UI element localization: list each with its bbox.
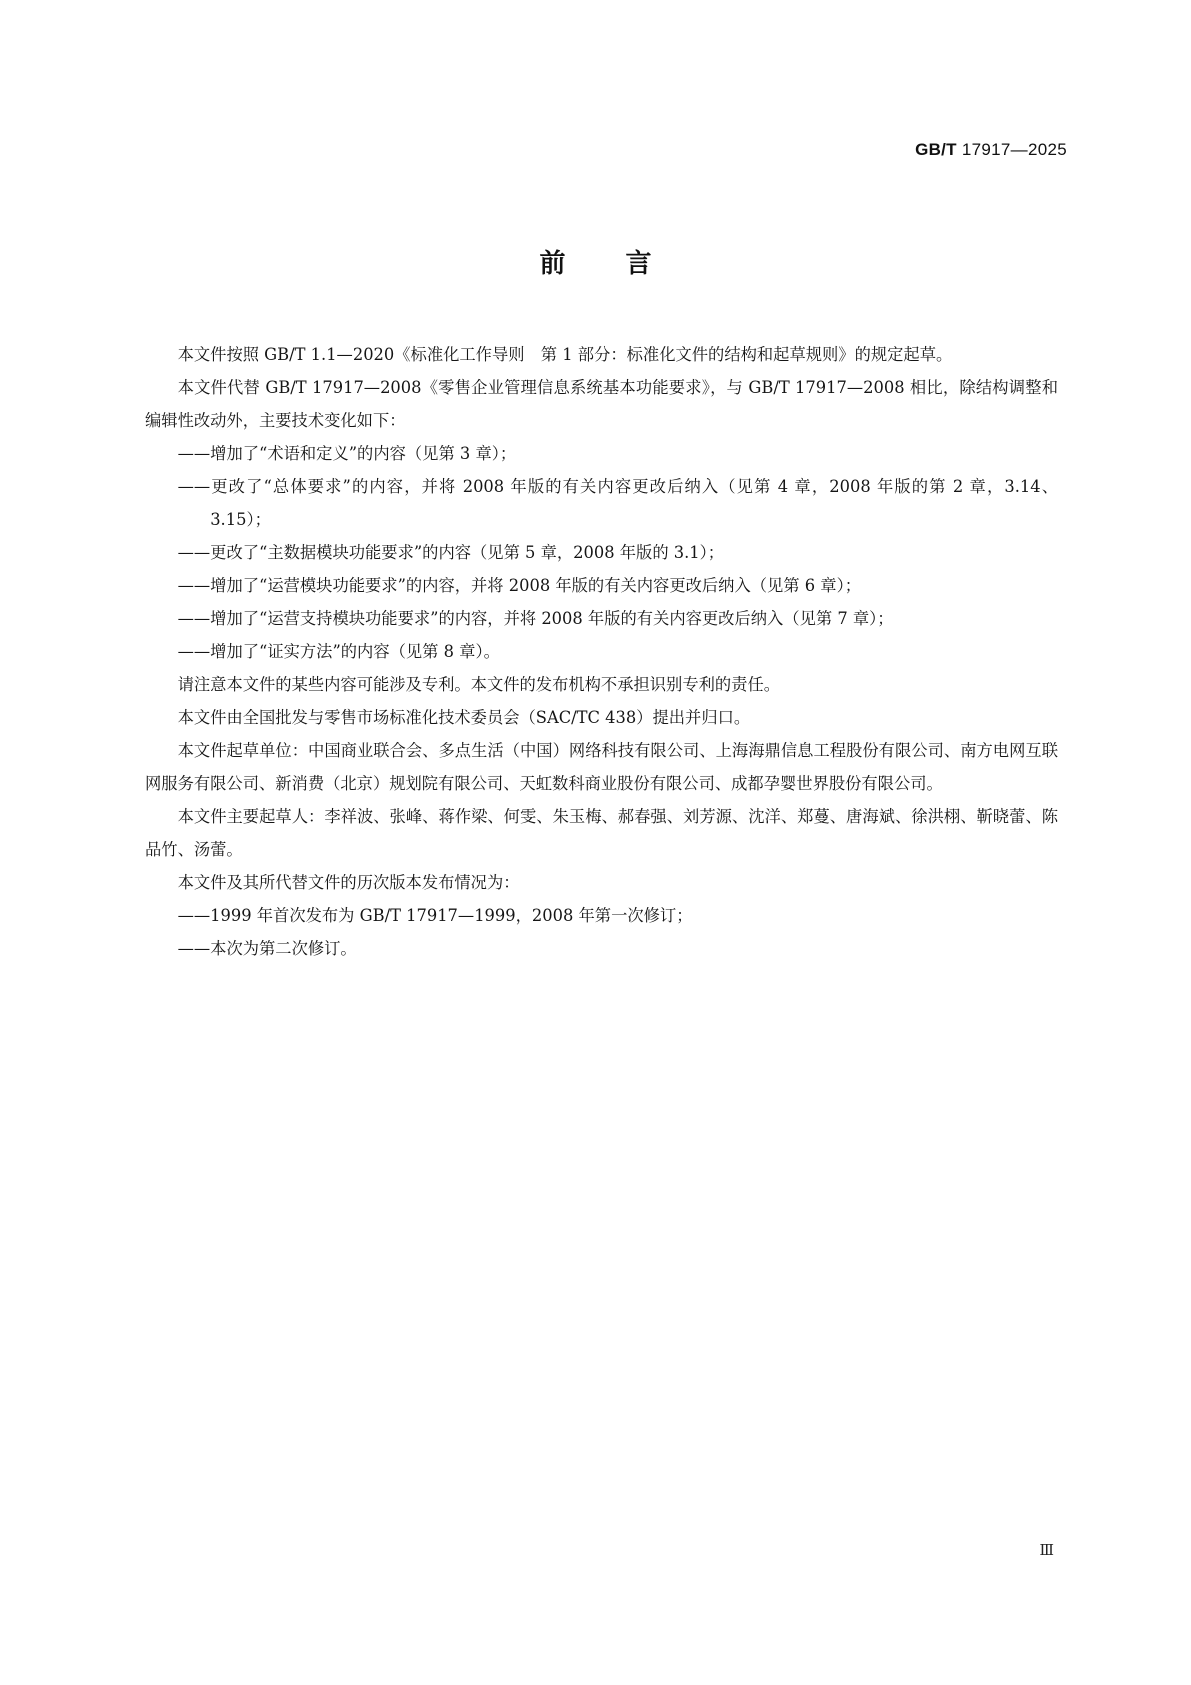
- document-code-prefix: GB/T: [915, 140, 957, 159]
- foreword-body: [145, 338, 1058, 965]
- paragraph-drafting-rules: 本文件按照 GB/T 1.1—2020《标准化工作导则 第 1 部分：标准化文件的结构和起草规则》的规定起草。: [177, 345, 953, 364]
- document-code: [915, 140, 1067, 160]
- paragraph-committee: 本文件由全国批发与零售市场标准化技术委员会（SAC/TC 438）提出并归口。: [177, 708, 751, 727]
- list-item-change: ——增加了“术语和定义”的内容（见第 3 章）；: [177, 444, 517, 463]
- paragraph-history-intro: 本文件及其所代替文件的历次版本发布情况为：: [177, 873, 520, 892]
- list-item-change: ——更改了“主数据模块功能要求”的内容（见第 5 章，2008 年版的 3.1）；: [177, 543, 725, 562]
- list-item-change: ——增加了“运营支持模块功能要求”的内容，并将 2008 年版的有关内容更改后纳入（见第 7 章）；: [177, 609, 894, 628]
- list-item-change: ——更改了“总体要求”的内容，并将 2008 年版的有关内容更改后纳入（见第 4 章，2008 年版的第 2 章，3.14、3.15）；: [177, 477, 1058, 529]
- paragraph-patent-notice: 请注意本文件的某些内容可能涉及专利。本文件的发布机构不承担识别专利的责任。: [177, 675, 781, 694]
- list-item-history: ——本次为第二次修订。: [177, 939, 357, 958]
- paragraph-drafting-units: 本文件起草单位：中国商业联合会、多点生活（中国）网络科技有限公司、上海海鼎信息工程股份有限公司、南方电网互联网服务有限公司、新消费（北京）规划院有限公司、天虹数科商业股份有限公司、成都孕婴世界股份有限公司。: [145, 741, 1058, 793]
- page-number: Ⅲ: [1039, 1541, 1054, 1559]
- page-title: 前言: [539, 249, 712, 279]
- paragraph-replacement: 本文件代替 GB/T 17917—2008《零售企业管理信息系统基本功能要求》，与 GB/T 17917—2008 相比，除结构调整和编辑性改动外，主要技术变化如下：: [145, 378, 1058, 430]
- list-item-change: ——增加了“证实方法”的内容（见第 8 章）。: [177, 642, 500, 661]
- list-item-change: ——增加了“运营模块功能要求”的内容，并将 2008 年版的有关内容更改后纳入（见第 6 章）；: [177, 576, 862, 595]
- paragraph-drafters: 本文件主要起草人：李祥波、张峰、蒋作梁、何雯、朱玉梅、郝春强、刘芳源、沈洋、郑蔓、唐海斌、徐洪栩、靳晓蕾、陈品竹、汤蕾。: [145, 807, 1058, 859]
- document-code-number: 17917—2025: [961, 140, 1067, 159]
- list-item-history: ——1999 年首次发布为 GB/T 17917—1999，2008 年第一次修订；: [177, 906, 693, 925]
